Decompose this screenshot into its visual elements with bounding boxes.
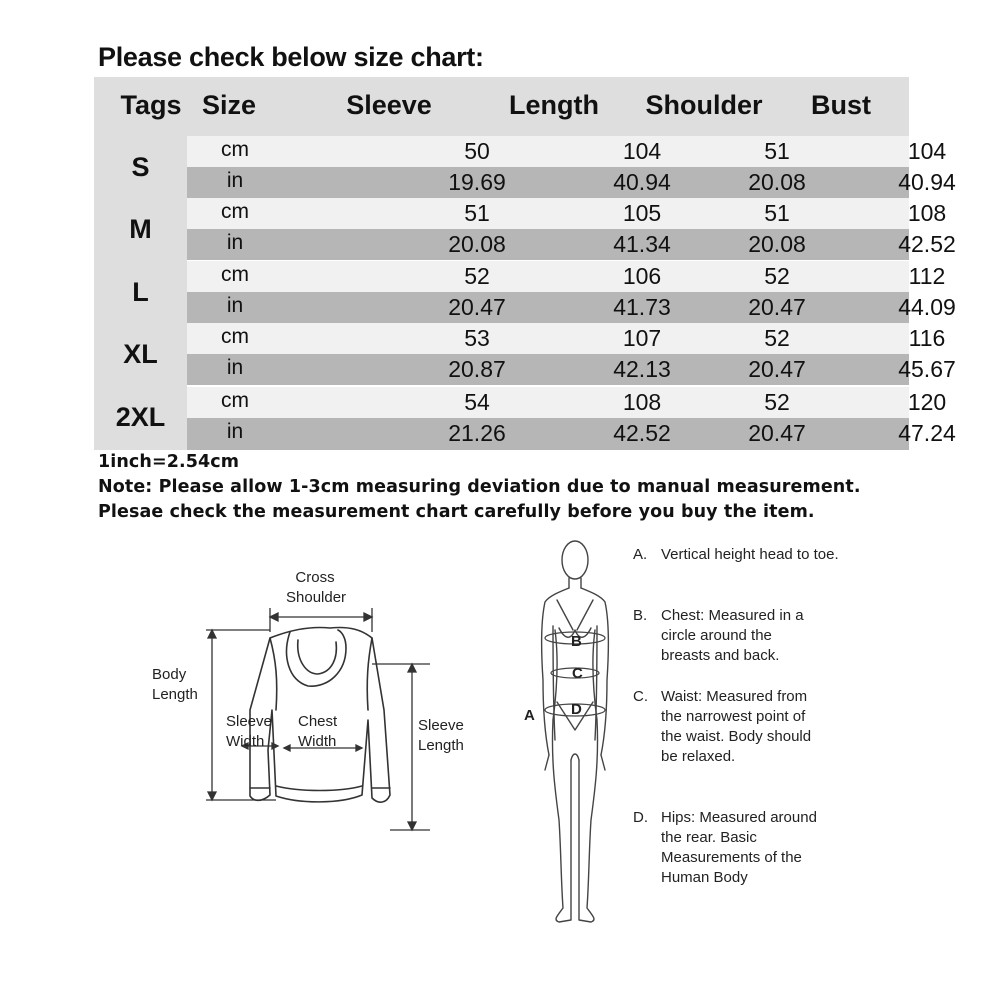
legend-text: Vertical height head to toe. [661, 546, 839, 563]
unit-cell: cm [221, 138, 249, 161]
unit-cell: in [226, 294, 244, 317]
table-row [187, 167, 956, 198]
length-cell: 42.13 [613, 356, 671, 382]
label-line: Shoulder [286, 589, 347, 606]
label-line: Width [226, 733, 265, 750]
conversion-note: 1inch=2.54cm [98, 452, 240, 472]
header-shoulder: Shoulder [645, 90, 763, 120]
header-sleeve: Sleeve [346, 90, 432, 120]
table-row [187, 323, 946, 354]
length-cell: 104 [622, 138, 662, 164]
legend-letter: C. [633, 688, 648, 705]
legend-item-b [633, 606, 843, 671]
table-row [187, 198, 947, 229]
marker-d: D [571, 701, 582, 718]
marker-b: B [571, 633, 582, 650]
label-line: Cross [295, 569, 335, 586]
shoulder-cell: 20.47 [748, 420, 806, 446]
bust-cell: 108 [907, 200, 947, 226]
tag-2xl: 2XL [94, 385, 187, 450]
length-cell: 41.34 [613, 231, 671, 257]
legend-text: Hips: Measured around the rear. Basic Measurements of the Human Body [661, 809, 817, 886]
header-tags: Tags [120, 90, 182, 120]
chest-width-label [298, 712, 337, 752]
sleeve-cell: 21.26 [448, 420, 506, 446]
label-line: Sleeve [226, 713, 272, 730]
sleeve-cell: 52 [464, 263, 490, 289]
deviation-note: Note: Please allow 1-3cm measuring deviation due to manual measurement. [98, 477, 861, 497]
shoulder-cell: 51 [764, 138, 790, 164]
sleeve-cell: 54 [464, 389, 490, 415]
sleeve-cell: 53 [464, 325, 490, 351]
unit-cell: cm [221, 389, 249, 412]
table-header [94, 77, 909, 136]
size-chart-table [94, 77, 956, 450]
sleeve-length-label [418, 716, 464, 756]
unit-cell: in [226, 420, 244, 443]
marker-a: A [524, 707, 535, 724]
label-line: Chest [298, 713, 338, 730]
header-size: Size [201, 90, 257, 120]
label-line: Length [152, 686, 198, 703]
tag-m: M [94, 198, 187, 261]
legend-item-a [633, 545, 843, 590]
legend-letter: D. [633, 809, 648, 826]
legend-letter: A. [633, 546, 648, 563]
label-line: Body [152, 666, 187, 683]
bust-cell: 40.94 [898, 169, 956, 195]
shoulder-cell: 52 [764, 389, 790, 415]
sleeve-cell: 19.69 [448, 169, 506, 195]
label-line: Sleeve [418, 717, 464, 734]
label-line: Width [298, 733, 337, 750]
sleeve-cell: 20.47 [448, 294, 506, 320]
sleeve-cell: 20.87 [448, 356, 506, 382]
check-note: Plesae check the measurement chart carefully before you buy the item. [98, 502, 815, 522]
length-cell: 105 [622, 200, 662, 226]
sleeve-width-label [226, 712, 272, 752]
bust-cell: 112 [908, 263, 946, 289]
bust-cell: 116 [908, 325, 946, 351]
body-length-label [152, 665, 198, 705]
table-row [187, 261, 946, 292]
sleeve-cell: 50 [464, 138, 490, 164]
length-cell: 107 [622, 325, 662, 351]
shoulder-cell: 20.08 [748, 231, 806, 257]
bust-cell: 120 [907, 389, 947, 415]
header-bust: Bust [811, 90, 871, 120]
unit-cell: cm [221, 325, 249, 348]
legend-item-d [633, 808, 843, 893]
tag-xl: XL [94, 323, 187, 385]
legend-text: Waist: Measured from the narrowest point of the waist. Body should be relaxed. [661, 688, 812, 765]
table-row [187, 418, 956, 450]
tag-s: S [94, 136, 187, 198]
shoulder-cell: 52 [764, 325, 790, 351]
bust-cell: 42.52 [898, 231, 956, 257]
unit-cell: in [226, 231, 244, 254]
shoulder-cell: 20.47 [748, 356, 806, 382]
length-cell: 42.52 [613, 420, 671, 446]
length-cell: 41.73 [613, 294, 671, 320]
unit-cell: cm [221, 263, 249, 286]
table-row [187, 136, 947, 167]
sleeve-cell: 51 [464, 200, 490, 226]
bust-cell: 47.24 [898, 420, 956, 446]
header-length: Length [509, 90, 599, 120]
table-row [187, 229, 956, 260]
table-row [187, 292, 956, 323]
legend-item-c [633, 687, 843, 787]
bust-cell: 45.67 [898, 356, 956, 382]
shoulder-cell: 52 [764, 263, 790, 289]
body-measurement-diagram [515, 530, 635, 930]
page-title: Please check below size chart: [98, 42, 484, 72]
shoulder-cell: 20.47 [748, 294, 806, 320]
length-cell: 40.94 [613, 169, 671, 195]
unit-cell: in [226, 356, 244, 379]
unit-cell: in [226, 169, 244, 192]
sleeve-cell: 20.08 [448, 231, 506, 257]
table-row [187, 354, 956, 385]
table-row [187, 387, 947, 418]
legend-letter: B. [633, 607, 648, 624]
shoulder-cell: 20.08 [748, 169, 806, 195]
length-cell: 106 [622, 263, 662, 289]
label-line: Length [418, 737, 464, 754]
bust-cell: 104 [907, 138, 947, 164]
unit-cell: cm [221, 200, 249, 223]
legend-text: Chest: Measured in a circle around the breasts and back. [661, 607, 804, 664]
shoulder-cell: 51 [764, 200, 790, 226]
length-cell: 108 [622, 389, 662, 415]
marker-c: C [572, 665, 583, 682]
cross-shoulder-label [286, 568, 347, 608]
tag-l: L [94, 261, 187, 323]
bust-cell: 44.09 [898, 294, 956, 320]
